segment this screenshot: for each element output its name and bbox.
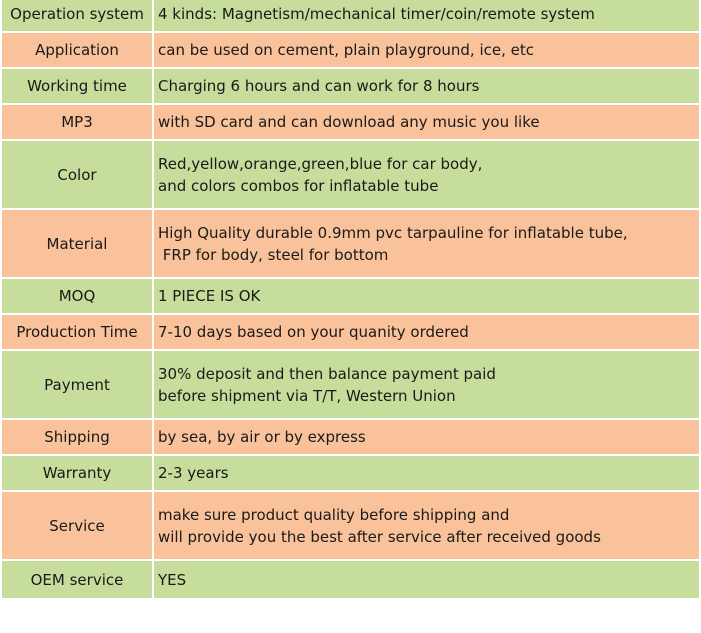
row-value-line: 2-3 years [158, 464, 229, 482]
row-label: MOQ [1, 278, 153, 314]
table-row-application [1, 32, 700, 68]
table-row-oem-service [1, 560, 700, 599]
table-row-payment [1, 350, 700, 419]
row-value [153, 560, 700, 599]
row-value [153, 68, 700, 104]
row-label: Payment [1, 350, 153, 419]
row-value [153, 32, 700, 68]
row-value [153, 0, 700, 32]
row-value [153, 419, 700, 455]
row-value [153, 491, 700, 560]
row-value-line: 1 PIECE IS OK [158, 287, 261, 305]
table-row-working-time [1, 68, 700, 104]
table-row-material [1, 209, 700, 278]
table-row-warranty [1, 455, 700, 491]
row-label: Warranty [1, 455, 153, 491]
row-label: Application [1, 32, 153, 68]
row-value-line: will provide you the best after service after received goods [158, 527, 601, 546]
row-value-line: 30% deposit and then balance payment paid [158, 364, 496, 383]
row-value-line: YES [158, 570, 187, 589]
row-value-line: and colors combos for inflatable tube [158, 176, 439, 195]
row-label: OEM service [1, 560, 153, 599]
row-label: Shipping [1, 419, 153, 455]
row-value-line: High Quality durable 0.9mm pvc tarpauline for inflatable tube, [158, 223, 628, 242]
row-label: Production Time [1, 314, 153, 350]
row-value [153, 455, 700, 491]
row-value-line: make sure product quality before shipping and [158, 505, 510, 524]
row-value-line: before shipment via T/T, Western Union [158, 386, 456, 405]
table-row-shipping [1, 419, 700, 455]
row-value-line: can be used on cement, plain playground, ice, etc [158, 41, 534, 59]
row-label: MP3 [1, 104, 153, 140]
row-value-line: Charging 6 hours and can work for 8 hours [158, 77, 480, 95]
row-value-line: Red,yellow,orange,green,blue for car body, [158, 154, 483, 173]
row-value [153, 314, 700, 350]
row-value [153, 104, 700, 140]
row-value [153, 278, 700, 314]
row-label: Material [1, 209, 153, 278]
table-row-production-time [1, 314, 700, 350]
row-value-line: with SD card and can download any music you like [158, 113, 540, 131]
row-label: Color [1, 140, 153, 209]
table-row-moq [1, 278, 700, 314]
row-value-line: FRP for body, steel for bottom [158, 245, 389, 264]
table-row-service [1, 491, 700, 560]
table-row-operation-system [1, 0, 700, 32]
row-label: Service [1, 491, 153, 560]
row-value [153, 209, 700, 278]
table-row-color [1, 140, 700, 209]
row-label: Working time [1, 68, 153, 104]
table-row-mp3 [1, 104, 700, 140]
row-value-line: 7-10 days based on your quanity ordered [158, 323, 469, 341]
row-value-line: by sea, by air or by express [158, 428, 366, 446]
row-value [153, 350, 700, 419]
row-value-line: 4 kinds: Magnetism/mechanical timer/coin/remote system [158, 5, 595, 23]
row-value [153, 140, 700, 209]
row-label: Operation system [1, 0, 153, 32]
